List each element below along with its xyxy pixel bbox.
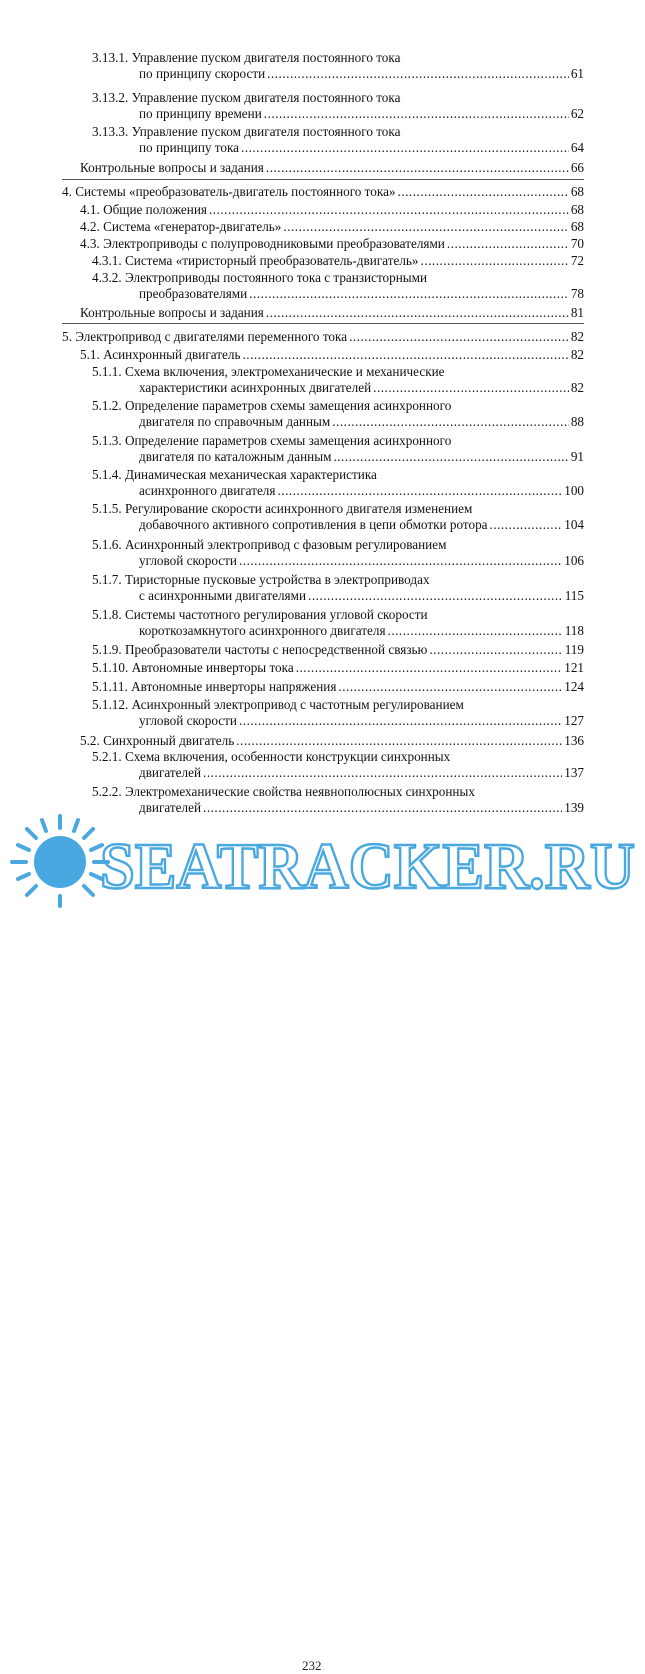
toc-entry (92, 50, 584, 82)
toc-entry (80, 305, 584, 321)
toc-page-number: 119 (564, 642, 584, 657)
toc-entry-title: 5.1.7. Тиристорные пусковые устройства в электроприводах (92, 572, 430, 587)
dot-leader (277, 483, 562, 499)
toc-entry-title: 5.1.3. Определение параметров схемы замещения асинхронного (92, 433, 452, 448)
toc-entry-title: двигателя по каталожным данным (139, 449, 332, 464)
toc-page-number: 136 (564, 733, 584, 748)
dot-leader (429, 642, 562, 658)
toc-entry (80, 347, 584, 363)
toc-entry-title: асинхронного двигателя (139, 483, 276, 498)
dot-leader (266, 160, 569, 176)
toc-entry-title: 5.1.5. Регулирование скорости асинхронного двигателя изменением (92, 501, 473, 516)
toc-entry-title: 5.1. Асинхронный двигатель (80, 347, 241, 362)
toc-entry (92, 364, 584, 396)
toc-page-number: 106 (564, 553, 584, 568)
dot-leader (242, 347, 568, 363)
toc-entry (92, 607, 584, 639)
dot-leader (209, 202, 569, 218)
toc-entry (92, 642, 584, 658)
dot-leader (421, 253, 569, 269)
toc-entry (92, 253, 584, 269)
toc-page-number: 115 (564, 588, 584, 603)
toc-entry-title: двигателя по справочным данным (139, 414, 331, 429)
toc-page-number: 68 (570, 202, 584, 217)
toc-entry-title: 5.1.10. Автономные инверторы тока (92, 660, 294, 675)
toc-entry (92, 90, 584, 122)
toc-entry (92, 270, 584, 302)
dot-leader (338, 679, 562, 695)
dot-leader (241, 140, 569, 156)
toc-entry (92, 572, 584, 604)
toc-entry-title: с асинхронными двигателями (139, 588, 307, 603)
dot-leader (236, 733, 562, 749)
toc-entry-title: 3.13.1. Управление пуском двигателя постоянного тока (92, 50, 401, 65)
toc-page-number: 118 (564, 623, 584, 638)
toc-page-number: 70 (570, 236, 584, 251)
dot-leader (296, 660, 563, 676)
dot-leader (249, 286, 569, 302)
toc-entry-title: характеристики асинхронных двигателей (139, 380, 372, 395)
toc-page-number: 82 (570, 380, 584, 395)
toc-page-number: 139 (564, 800, 584, 815)
toc-entry-title: 5.1.2. Определение параметров схемы замещения асинхронного (92, 398, 452, 413)
toc-entry-title: 4.1. Общие положения (80, 202, 207, 217)
toc-entry-title: 3.13.3. Управление пуском двигателя постоянного тока (92, 124, 401, 139)
watermark-text: SEATRACKER.RU (100, 830, 635, 903)
toc-page-number: 81 (570, 305, 584, 320)
dot-leader (388, 623, 563, 639)
toc-entry (92, 501, 584, 533)
toc-entry (80, 160, 584, 176)
toc-entry-title: Контрольные вопросы и задания (80, 305, 264, 320)
toc-page-number: 68 (570, 184, 584, 199)
toc-entry-title: преобразователями (139, 286, 248, 301)
toc-entry-title: 4.2. Система «генератор-двигатель» (80, 219, 282, 234)
toc-entry-title: 5.1.6. Асинхронный электропривод с фазовым регулированием (92, 537, 447, 552)
toc-entry-title: по принципу скорости (139, 66, 266, 81)
sun-icon (12, 816, 108, 906)
toc-page-number: 82 (570, 329, 584, 344)
toc-entry (92, 660, 584, 676)
toc-page-number: 124 (564, 679, 584, 694)
toc-entry-title: 5.1.11. Автономные инверторы напряжения (92, 679, 337, 694)
toc-entry-title: 5.1.4. Динамическая механическая характеристика (92, 467, 377, 482)
dot-leader (333, 449, 568, 465)
toc-page-number: 62 (570, 106, 584, 121)
toc-entry (92, 433, 584, 465)
toc-entry (80, 236, 584, 252)
toc-entry-title: 5. Электропривод с двигателями переменного тока (62, 329, 348, 344)
watermark-graphic (0, 810, 645, 908)
dot-leader (267, 66, 569, 82)
toc-entry (80, 733, 584, 749)
toc-entry-title: угловой скорости (139, 553, 237, 568)
toc-entry-title: 3.13.2. Управление пуском двигателя постоянного тока (92, 90, 401, 105)
dot-leader (332, 414, 569, 430)
toc-entry (80, 202, 584, 218)
toc-entry (92, 679, 584, 695)
section-divider (62, 179, 584, 180)
toc-entry-title: 5.1.1. Схема включения, электромеханические и механические (92, 364, 445, 379)
dot-leader (490, 517, 563, 533)
toc-entry-title: добавочного активного сопротивления в цепи обмотки ротора (139, 517, 488, 532)
toc-entry (62, 329, 584, 345)
toc-entry-title: 5.2.1. Схема включения, особенности конструкции синхронных (92, 749, 451, 764)
dot-leader (239, 553, 562, 569)
dot-leader (266, 305, 569, 321)
toc-page-number: 72 (570, 253, 584, 268)
dot-leader (308, 588, 563, 604)
toc-entry-title: 5.2.2. Электромеханические свойства неявнополюсных синхронных (92, 784, 475, 799)
toc-entry-title: 5.1.8. Системы частотного регулирования угловой скорости (92, 607, 428, 622)
toc-page-number: 61 (570, 66, 584, 81)
page-number: 232 (302, 1658, 322, 1673)
toc-entry-title: 4.3. Электроприводы с полупроводниковыми преобразователями (80, 236, 445, 251)
toc-entry-title: 4. Системы «преобразователь-двигатель постоянного тока» (62, 184, 396, 199)
toc-entry (92, 697, 584, 729)
toc-entry (62, 184, 584, 200)
toc-entry-title: 4.3.1. Система «тиристорный преобразователь-двигатель» (92, 253, 419, 268)
toc-page-number: 66 (570, 160, 584, 175)
toc-page-number: 82 (570, 347, 584, 362)
toc-page-number: 121 (564, 660, 584, 675)
toc-entry-title: 5.1.12. Асинхронный электропривод с частотным регулированием (92, 697, 464, 712)
toc-entry (92, 398, 584, 430)
toc-entry-title: 4.3.2. Электроприводы постоянного тока с транзисторными (92, 270, 428, 285)
toc-entry-title: двигателей (139, 765, 202, 780)
toc-entry-title: двигателей (139, 800, 202, 815)
toc-page-number: 88 (570, 414, 584, 429)
toc-entry-title: по принципу тока (139, 140, 240, 155)
dot-leader (283, 219, 568, 235)
dot-leader (349, 329, 569, 345)
page-footer (0, 810, 645, 1673)
dot-leader (447, 236, 569, 252)
toc-page-number: 100 (564, 483, 584, 498)
toc-entry (80, 219, 584, 235)
toc-entry-title: 5.1.9. Преобразователи частоты с непосредственной связью (92, 642, 428, 657)
dot-leader (264, 106, 569, 122)
toc-page-number: 137 (564, 765, 584, 780)
toc-page-number: 68 (570, 219, 584, 234)
toc-entry (92, 537, 584, 569)
dot-leader (239, 713, 562, 729)
toc-entry-title: короткозамкнутого асинхронного двигателя (139, 623, 386, 638)
toc-entry-title: по принципу времени (139, 106, 262, 121)
toc-page-number: 78 (570, 286, 584, 301)
toc-page-number: 91 (570, 449, 584, 464)
toc-entry (92, 124, 584, 156)
dot-leader (203, 765, 562, 781)
toc-entry-title: угловой скорости (139, 713, 237, 728)
dot-leader (398, 184, 569, 200)
dot-leader (373, 380, 569, 396)
toc-entry (92, 467, 584, 499)
toc-page-number: 104 (564, 517, 584, 532)
toc-page-number: 127 (564, 713, 584, 728)
toc-entry (92, 749, 584, 781)
toc-entry-title: Контрольные вопросы и задания (80, 160, 264, 175)
section-divider (62, 323, 584, 324)
toc-page-number: 64 (570, 140, 584, 155)
toc-entry-title: 5.2. Синхронный двигатель (80, 733, 235, 748)
